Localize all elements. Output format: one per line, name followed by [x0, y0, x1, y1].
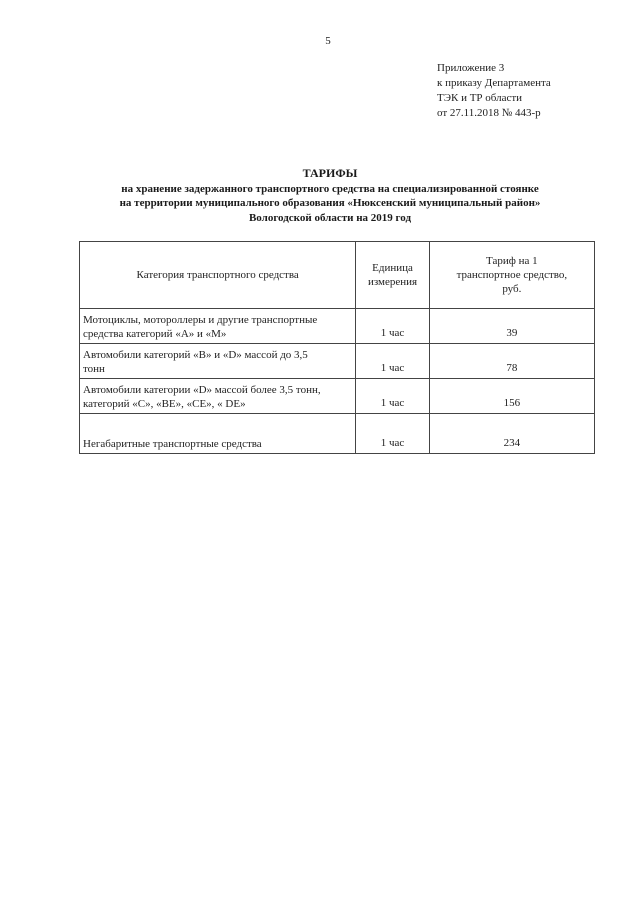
- row-tariff: 78: [429, 344, 594, 379]
- row-category: Мотоциклы, мотороллеры и другие транспортные средства категорий «А» и «М»: [80, 309, 356, 344]
- table-row: [80, 344, 595, 379]
- title-subline: на хранение задержанного транспортного средства на специализированной стоянке: [121, 182, 539, 195]
- document-title: [60, 166, 600, 225]
- row-category: Автомобили категорий «В» и «D» массой до 3,5 тонн: [80, 344, 356, 379]
- row-tariff: 39: [429, 309, 594, 344]
- row-unit: 1 час: [356, 344, 429, 379]
- table-row: [80, 414, 595, 454]
- title-main: ТАРИФЫ: [302, 166, 358, 180]
- header-category: Категория транспортного средства: [80, 242, 356, 309]
- row-unit: 1 час: [356, 309, 429, 344]
- row-unit: 1 час: [356, 414, 429, 454]
- table-row: [80, 309, 595, 344]
- row-tariff: 234: [429, 414, 594, 454]
- appendix-reference: [437, 61, 551, 121]
- header-unit: Единица измерения: [356, 242, 429, 309]
- appendix-line: Приложение 3: [437, 62, 505, 74]
- tariffs-table: [79, 241, 595, 454]
- appendix-line: к приказу Департамента: [437, 77, 551, 89]
- title-subline: Вологодской области на 2019 год: [248, 211, 412, 224]
- table-header-row: [80, 242, 595, 309]
- appendix-line: ТЭК и ТР области: [437, 92, 523, 104]
- title-subline: на территории муниципального образования «Нюксенский муниципальный район»: [119, 197, 541, 209]
- row-unit: 1 час: [356, 379, 429, 414]
- row-tariff: 156: [429, 379, 594, 414]
- page-number: 5: [325, 35, 331, 47]
- header-tariff: Тариф на 1 транспортное средство, руб.: [429, 242, 594, 309]
- row-category: Негабаритные транспортные средства: [80, 414, 356, 454]
- table-row: [80, 379, 595, 414]
- row-category: Автомобили категории «D» массой более 3,5 тонн, категорий «С», «ВЕ», «СЕ», « DE»: [80, 379, 356, 414]
- appendix-line: от 27.11.2018 № 443-р: [437, 107, 541, 119]
